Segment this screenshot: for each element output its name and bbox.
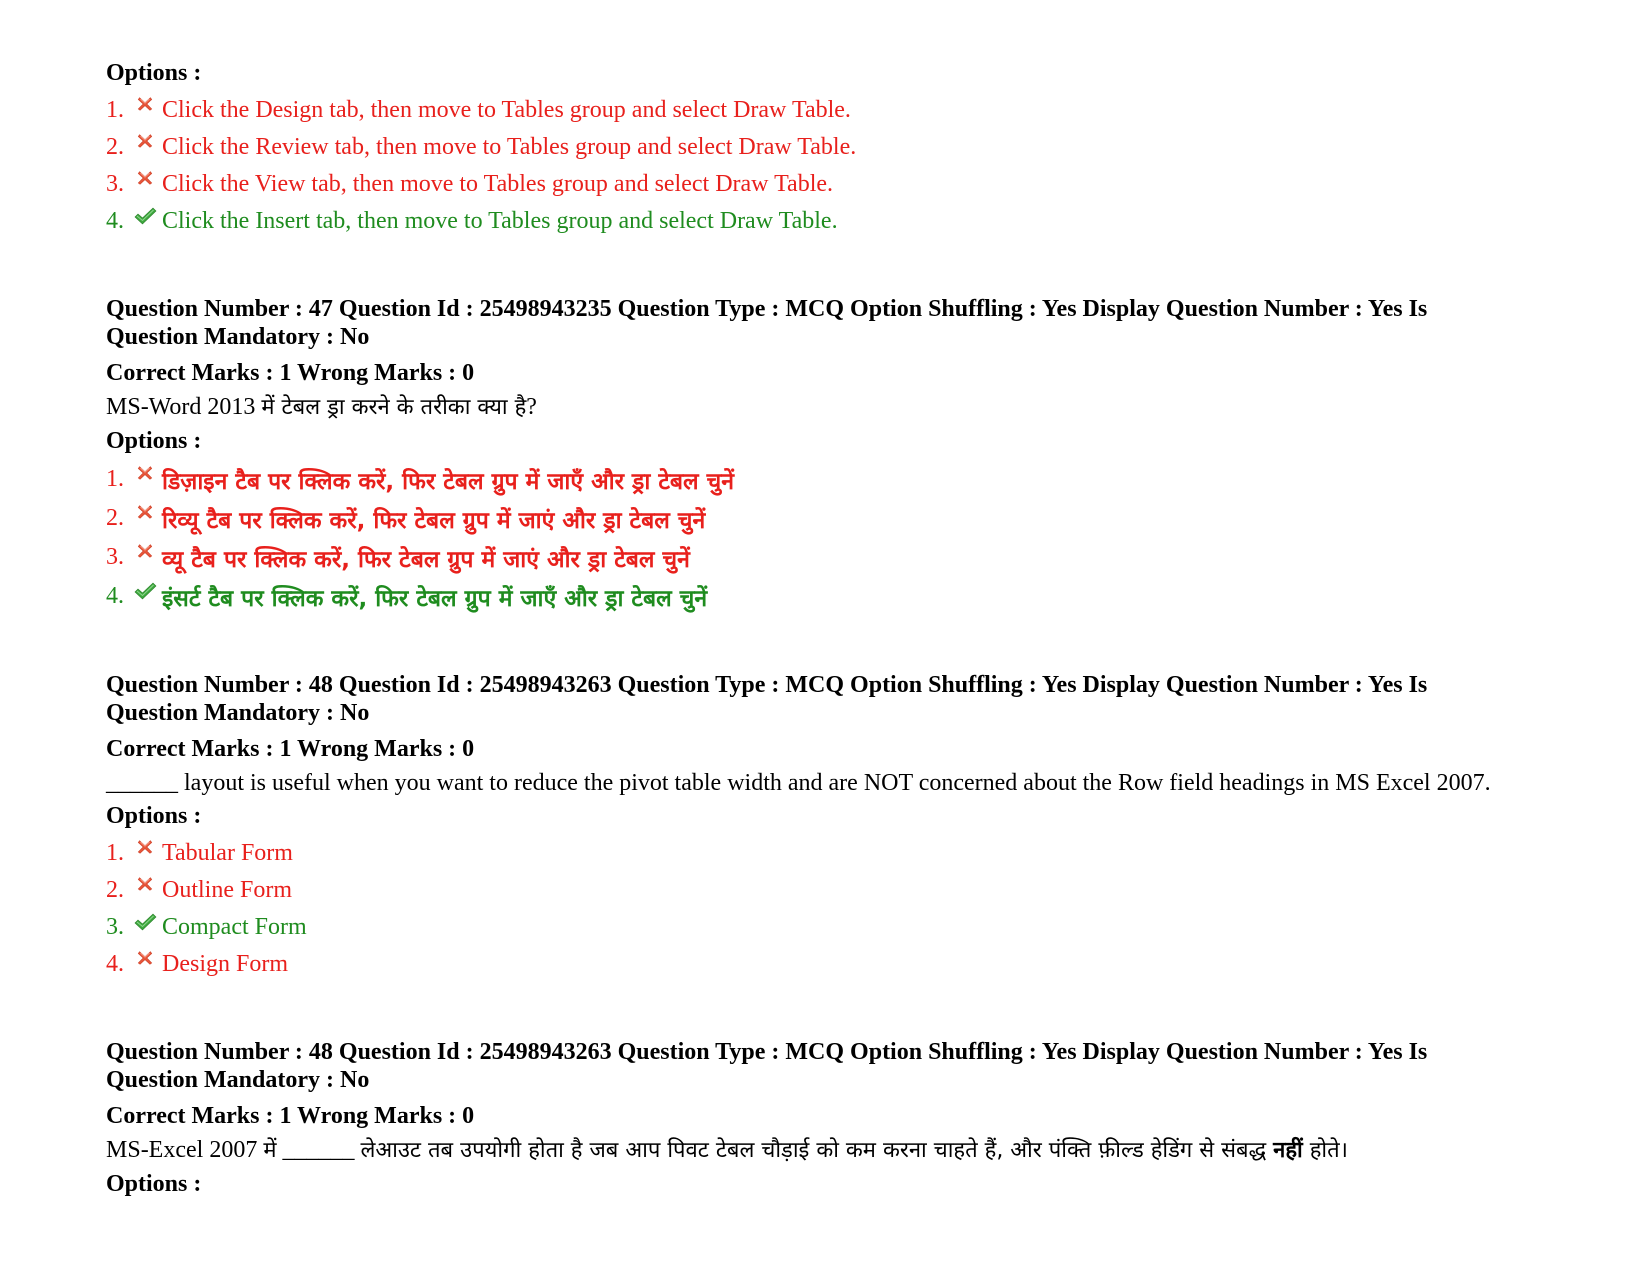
option-item	[106, 166, 1606, 203]
question-header-line: Question Mandatory : No	[106, 324, 370, 350]
question-text-latin: MS-Excel 2007	[106, 1137, 264, 1163]
cross-icon	[130, 464, 160, 486]
option-number: 4.	[106, 951, 124, 977]
question-header-line: Question Number : 48 Question Id : 25498943263 Question Type : MCQ Option Shuffling : Yes Display Question Number : Yes Is	[106, 672, 1428, 698]
options-label: Options :	[106, 803, 202, 829]
question-text-hindi: होते।	[1302, 1138, 1349, 1163]
option-number: 4.	[106, 208, 124, 234]
marks-line: Correct Marks : 1 Wrong Marks : 0	[106, 1103, 475, 1129]
cross-icon	[130, 838, 160, 860]
option-text: Compact Form	[162, 914, 307, 940]
option-number: 1.	[106, 466, 124, 492]
question-text-end: ?	[526, 394, 537, 420]
option-text: Outline Form	[162, 877, 292, 903]
option-number: 1.	[106, 97, 124, 123]
options-list	[106, 92, 1606, 240]
check-icon	[130, 206, 160, 228]
option-text: Click the View tab, then move to Tables group and select Draw Table.	[162, 171, 834, 197]
option-number: 2.	[106, 134, 124, 160]
document-page	[106, 58, 1606, 1199]
question-text: ______ layout is useful when you want to reduce the pivot table width and are NOT concerned about the Row field headings in MS Excel 2007.	[106, 770, 1491, 796]
option-item	[106, 835, 1606, 872]
option-item	[106, 872, 1606, 909]
cross-icon	[130, 542, 160, 564]
option-text: इंसर्ट टैब पर क्लिक करें, फिर टेबल ग्रुप में जाएँ और ड्रा टेबल चुनें	[162, 585, 708, 612]
option-item	[106, 538, 1606, 577]
cross-icon	[130, 169, 160, 191]
option-text: डिज़ाइन टैब पर क्लिक करें, फिर टेबल ग्रुप में जाएँ और ड्रा टेबल चुनें	[162, 468, 735, 495]
check-icon	[130, 912, 160, 934]
cross-icon	[130, 132, 160, 154]
question-header	[106, 1038, 1516, 1094]
question-header-line: Question Mandatory : No	[106, 1067, 370, 1093]
question-header	[106, 295, 1516, 351]
question-header-line: Question Number : 48 Question Id : 25498943263 Question Type : MCQ Option Shuffling : Yes Display Question Number : Yes Is	[106, 1039, 1428, 1065]
option-number: 4.	[106, 583, 124, 609]
option-number: 1.	[106, 840, 124, 866]
option-text: Click the Insert tab, then move to Tables group and select Draw Table.	[162, 208, 838, 234]
question-text-hindi: लेआउट तब उपयोगी होता है जब आप पिवट टेबल चौड़ाई को कम करना चाहते हैं, और पंक्ति फ़ील्ड हेडिंग से संबद्ध	[360, 1138, 1274, 1163]
question-text	[106, 389, 1606, 426]
question-text-latin: MS-Word 2013	[106, 394, 262, 420]
cross-icon	[130, 949, 160, 971]
options-list	[106, 460, 1606, 616]
options-label: Options :	[106, 428, 202, 454]
question-text-emphasis: नहीं	[1273, 1138, 1303, 1163]
option-text: Design Form	[162, 951, 288, 977]
marks-line: Correct Marks : 1 Wrong Marks : 0	[106, 736, 475, 762]
option-item	[106, 577, 1606, 616]
options-label: Options :	[106, 1171, 202, 1197]
question-header	[106, 671, 1516, 727]
marks-line: Correct Marks : 1 Wrong Marks : 0	[106, 360, 475, 386]
option-item	[106, 946, 1606, 983]
option-item	[106, 909, 1606, 946]
check-icon	[130, 581, 160, 603]
option-item	[106, 460, 1606, 499]
options-list	[106, 835, 1606, 983]
options-label: Options :	[106, 60, 202, 86]
question-header-line: Question Mandatory : No	[106, 700, 370, 726]
question-header-line: Question Number : 47 Question Id : 25498943235 Question Type : MCQ Option Shuffling : Yes Display Question Number : Yes Is	[106, 296, 1428, 322]
cross-icon	[130, 875, 160, 897]
option-item	[106, 203, 1606, 240]
option-number: 3.	[106, 914, 124, 940]
option-text: Click the Design tab, then move to Tables group and select Draw Table.	[162, 97, 851, 123]
option-item	[106, 499, 1606, 538]
question-text-hindi: में टेबल ड्रा करने के तरीका क्या है	[261, 395, 527, 420]
option-item	[106, 92, 1606, 129]
question-blank: ______	[276, 1137, 361, 1163]
option-number: 3.	[106, 171, 124, 197]
option-number: 3.	[106, 544, 124, 570]
option-item	[106, 129, 1606, 166]
option-number: 2.	[106, 505, 124, 531]
option-number: 2.	[106, 877, 124, 903]
cross-icon	[130, 95, 160, 117]
option-text: Click the Review tab, then move to Tables group and select Draw Table.	[162, 134, 857, 160]
question-text-hindi: में	[263, 1138, 277, 1163]
cross-icon	[130, 503, 160, 525]
question-text	[106, 1132, 1606, 1169]
option-text: व्यू टैब पर क्लिक करें, फिर टेबल ग्रुप में जाएं और ड्रा टेबल चुनें	[162, 546, 690, 573]
option-text: Tabular Form	[162, 840, 293, 866]
option-text: रिव्यू टैब पर क्लिक करें, फिर टेबल ग्रुप में जाएं और ड्रा टेबल चुनें	[162, 507, 706, 534]
